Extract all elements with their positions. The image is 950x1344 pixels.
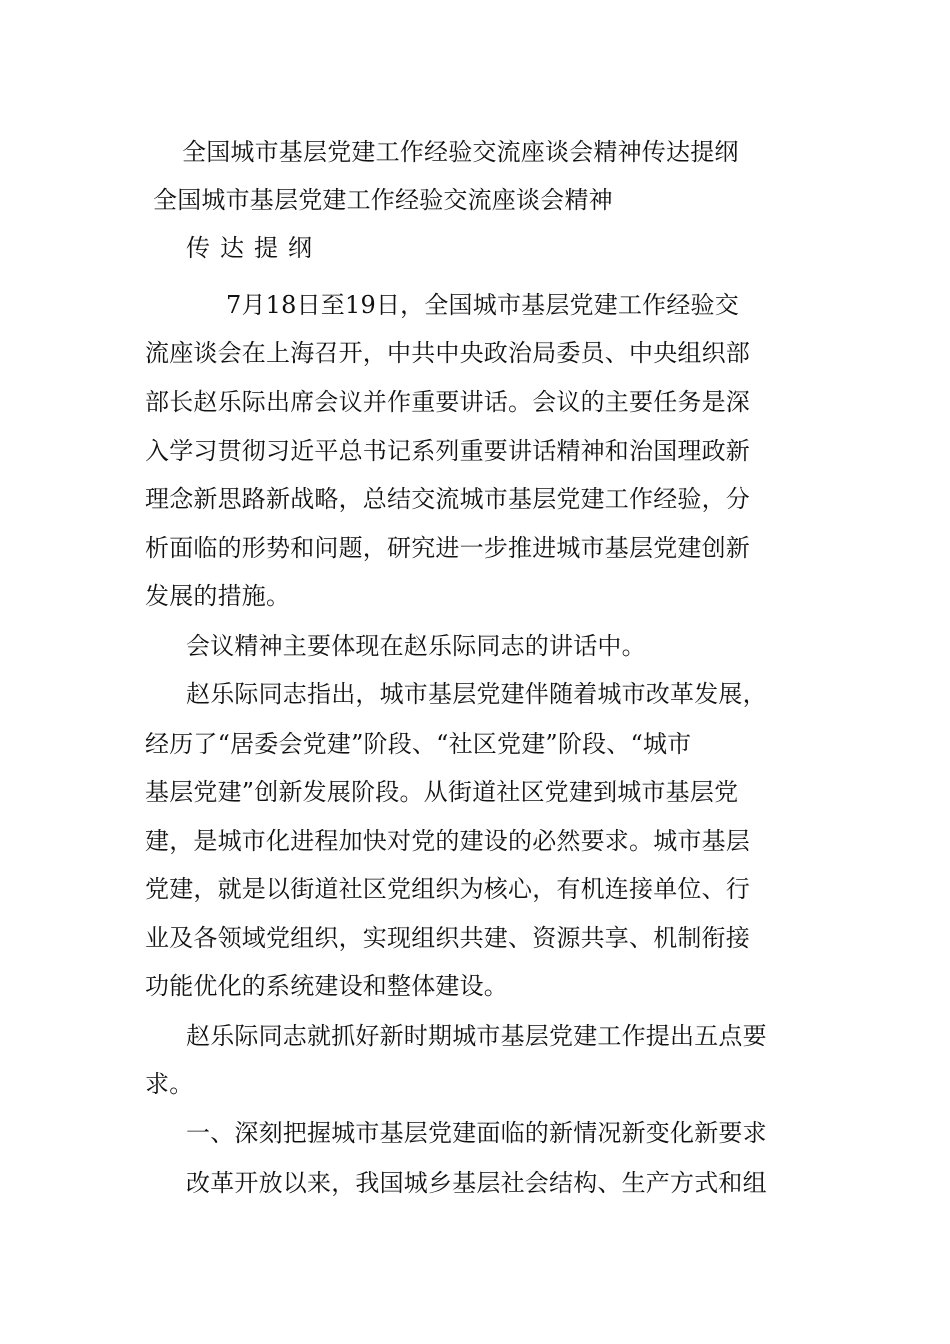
- paragraph-line: 改革开放以来，我国城乡基层社会结构、生产方式和组: [186, 1169, 767, 1197]
- paragraph-line: 部长赵乐际出席会议并作重要讲话。会议的主要任务是深: [145, 388, 750, 416]
- paragraph-line: 会议精神主要体现在赵乐际同志的讲话中。: [186, 632, 646, 660]
- paragraph-line: 求。: [145, 1070, 194, 1098]
- paragraph-line: 赵乐际同志就抓好新时期城市基层党建工作提出五点要: [186, 1022, 767, 1050]
- document-title: 全国城市基层党建工作经验交流座谈会精神传达提纲: [182, 138, 739, 166]
- paragraph-line: 建，是城市化进程加快对党的建设的必然要求。城市基层: [145, 827, 750, 855]
- paragraph-line: 流座谈会在上海召开，中共中央政治局委员、中央组织部: [145, 339, 750, 367]
- section-heading: 一、深刻把握城市基层党建面临的新情况新变化新要求: [186, 1119, 767, 1147]
- paragraph-line: 业及各领域党组织，实现组织共建、资源共享、机制衔接: [145, 924, 750, 952]
- paragraph-line: 经历了“居委会党建”阶段、“社区党建”阶段、“城市: [145, 730, 692, 758]
- paragraph-line: 理念新思路新战略，总结交流城市基层党建工作经验，分: [145, 485, 750, 513]
- paragraph-line: 基层党建”创新发展阶段。从街道社区党建到城市基层党: [145, 778, 739, 806]
- paragraph-line: 功能优化的系统建设和整体建设。: [145, 972, 508, 1000]
- paragraph-line: 7月18日至19日，全国城市基层党建工作经验交: [226, 291, 739, 319]
- paragraph-line: 赵乐际同志指出，城市基层党建伴随着城市改革发展，: [186, 680, 767, 708]
- paragraph-line: 析面临的形势和问题，研究进一步推进城市基层党建创新: [145, 534, 750, 562]
- paragraph-line: 入学习贯彻习近平总书记系列重要讲话精神和治国理政新: [145, 437, 750, 465]
- paragraph-line: 发展的措施。: [145, 582, 291, 610]
- paragraph-line: 党建，就是以街道社区党组织为核心，有机连接单位、行: [145, 875, 750, 903]
- document-subtitle-2: 传达提纲: [186, 234, 322, 262]
- document-subtitle: 全国城市基层党建工作经验交流座谈会精神: [153, 186, 613, 214]
